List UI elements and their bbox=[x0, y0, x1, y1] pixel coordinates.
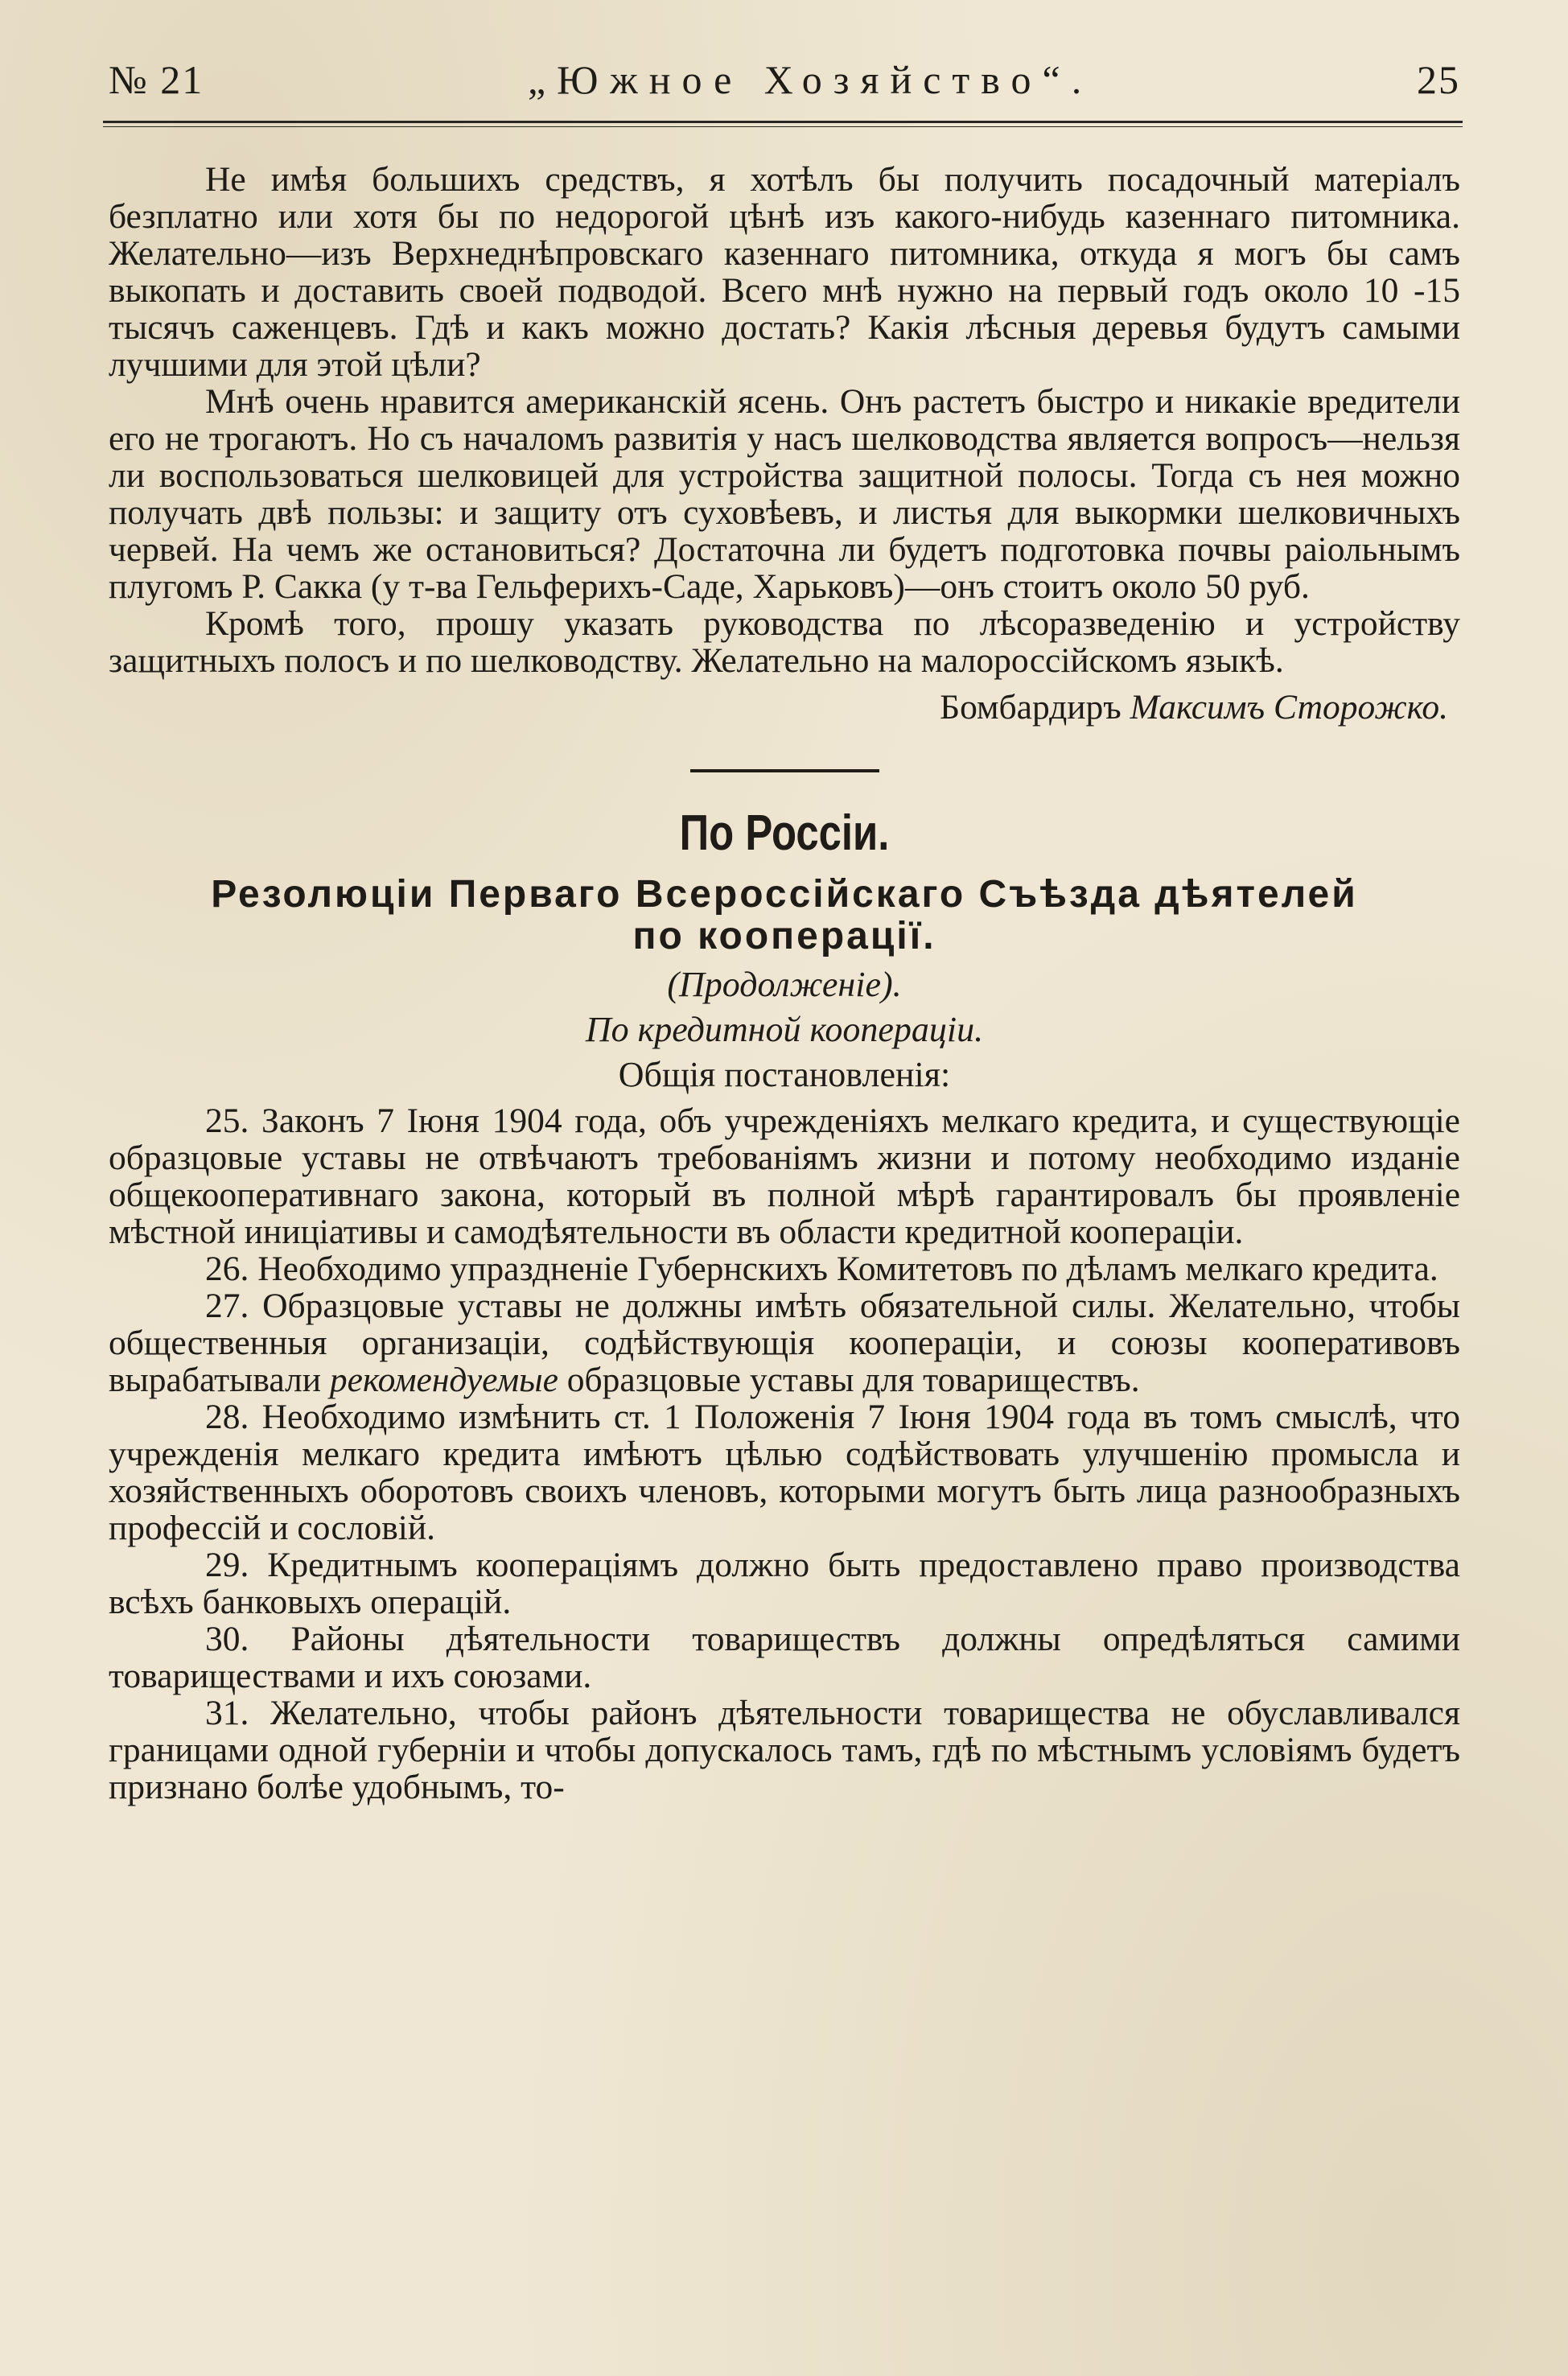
letter-paragraph-2: Мнѣ очень нравится американскій ясень. Онъ растетъ быстро и никакіе вредители его не трогаютъ. Но съ началомъ развитія у насъ шелководства является вопросъ—нельзя ли воспользоваться шелковицей для устройства защитной полосы. Тогда съ нея можно получать двѣ пользы: и защиту отъ суховѣевъ, и листья для выкормки шелковичныхъ червей. На чемъ же остановиться? Достаточна ли будетъ подготовка почвы раіольнымъ плугомъ Р. Сакка (у т-ва Гельферихъ-Саде, Харьковъ)—онъ стоитъ около 50 руб. bbox=[109, 382, 1460, 606]
signature-rank: Бомбардиръ bbox=[940, 688, 1121, 727]
resolution-27-text-b: образцовые уставы для товариществъ. bbox=[566, 1361, 1140, 1399]
resolution-28: 28. Необходимо измѣнить ст. 1 Положенія 7 Іюня 1904 года въ томъ смыслѣ, что учрежденія мелкаго кредита имѣютъ цѣлью содѣйствовать улучшенію промысла и хозяйственныхъ оборотовъ своихъ членовъ, которыми могутъ быть лица разнообразныхъ профессій и сословій. bbox=[109, 1398, 1460, 1547]
subsection-heading: По кредитной коопераціи. bbox=[585, 1010, 984, 1049]
header-rule bbox=[103, 121, 1463, 123]
resolution-26: 26. Необходимо упраздненіе Губернскихъ Комитетовъ по дѣламъ мелкаго кредита. bbox=[205, 1250, 1438, 1288]
resolution-29: 29. Кредитнымъ коопераціямъ должно быть предоставлено право производства всѣхъ банковыхъ операцій. bbox=[109, 1546, 1460, 1621]
header-rule-thin bbox=[103, 126, 1463, 127]
signature bbox=[109, 689, 1460, 726]
section-subtitle-line-1: Резолюціи Перваго Всероссійскаго Съѣзда дѣятелей bbox=[211, 873, 1358, 916]
letter-paragraph-3: Кромѣ того, прошу указать руководства по лѣсоразведенію и устройству защитныхъ полосъ и по шелководству. Желательно на малороссійскомъ языкѣ. bbox=[109, 604, 1460, 680]
page-number: 25 bbox=[1417, 57, 1460, 102]
page-body bbox=[109, 161, 1460, 1806]
general-provisions-heading: Общія постановленія: bbox=[618, 1055, 951, 1094]
resolution-25: 25. Законъ 7 Іюня 1904 года, объ учрежденіяхъ мелкаго кредита, и существующіе образцовые уставы не отвѣчаютъ требованіямъ жизни и потому необходимо изданіе общекооперативнаго закона, который въ полной мѣрѣ гарантировалъ бы проявленіе мѣстной иниціативы и самодѣятельности въ области кредитной коопераціи. bbox=[109, 1102, 1460, 1251]
section-subtitle-line-2: по кооперації. bbox=[632, 915, 936, 957]
signature-name: Максимъ Сторожко. bbox=[1130, 688, 1448, 727]
continuation-note: (Продолженіе). bbox=[667, 965, 902, 1004]
letter-paragraph-1: Не имѣя большихъ средствъ, я хотѣлъ бы получить посадочный матеріалъ безплатно или хотя бы по недорогой цѣнѣ изъ какого-нибудь казеннаго питомника. Желательно—изъ Верхнеднѣпровскаго казеннаго питомника, откуда я могъ бы самъ выкопать и доставить своей подводой. Всего мнѣ нужно на первый годъ около 10 -15 тысячъ саженцевъ. Гдѣ и какъ можно достать? Какія лѣсныя деревья будутъ самыми лучшими для этой цѣли? bbox=[109, 160, 1460, 384]
journal-title: „Южное Хозяйство“. bbox=[527, 57, 1093, 102]
resolution-27-emphasis: рекомендуемые bbox=[329, 1361, 558, 1399]
issue-number: № 21 bbox=[109, 57, 204, 102]
resolution-27-text-a: 27. Образцовые уставы не должны имѣть обязательной силы. Желательно, чтобы общественныя организаціи, содѣйствующія коопераціи, и союзы кооперативовъ вырабатывали bbox=[109, 1287, 1460, 1399]
resolution-27 bbox=[109, 1287, 1460, 1398]
resolution-30: 30. Районы дѣятельности товариществъ должны опредѣляться самими товариществами и ихъ союзами. bbox=[109, 1620, 1460, 1695]
running-header bbox=[109, 56, 1460, 129]
section-separator bbox=[690, 769, 879, 772]
section-title: По Россіи. bbox=[679, 805, 890, 861]
resolution-31: 31. Желательно, чтобы районъ дѣятельности товарищества не обуславливался границами одной губерніи и чтобы допускалось тамъ, гдѣ по мѣстнымъ условіямъ будетъ признано болѣе удобнымъ, то- bbox=[109, 1694, 1460, 1806]
